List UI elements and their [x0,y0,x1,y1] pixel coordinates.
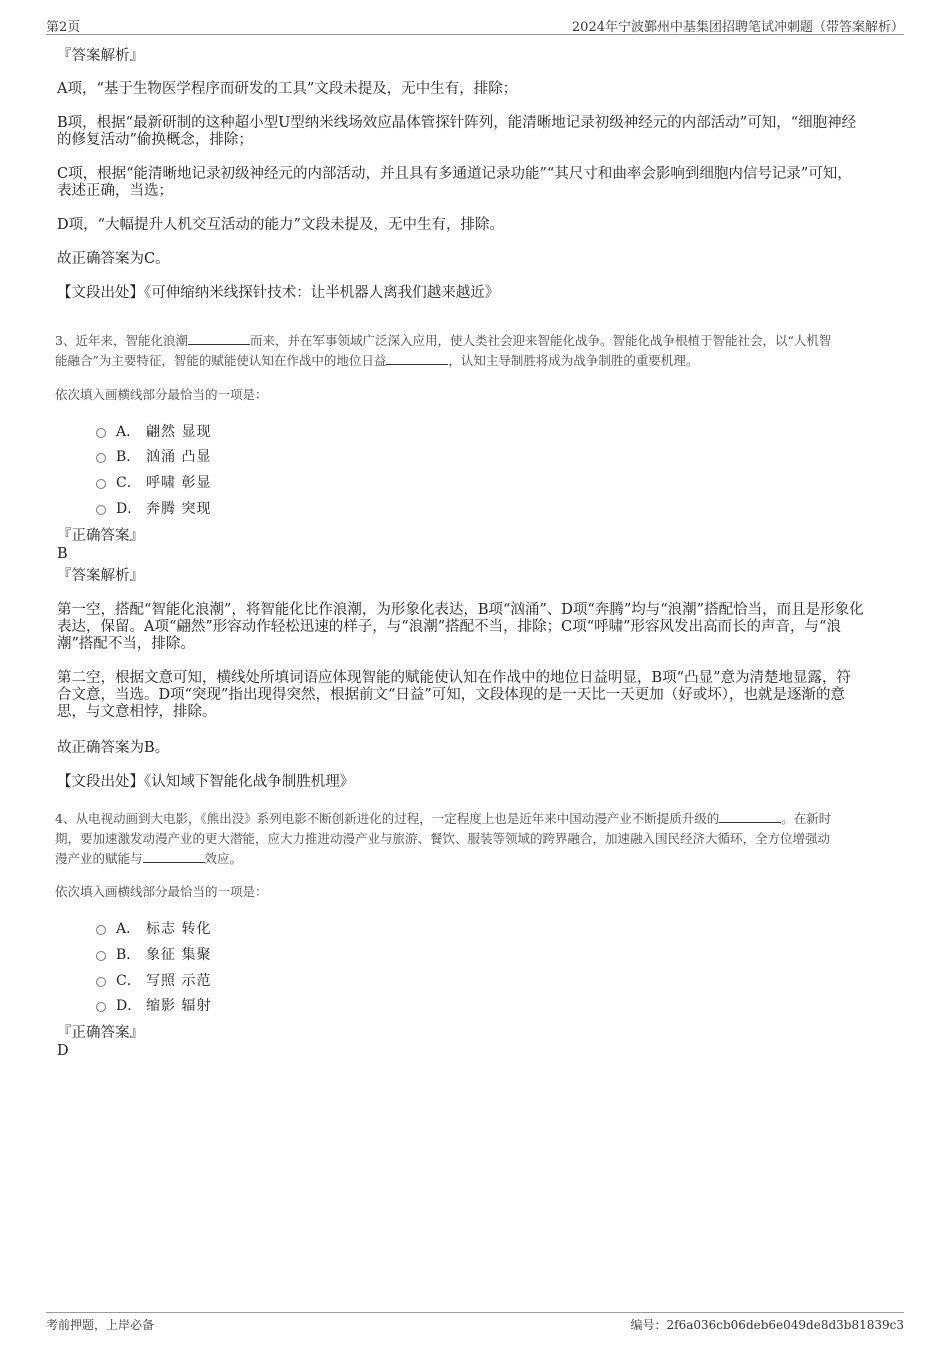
q3-prompt: 依次填入画横线部分最恰当的一项是： [55,387,268,402]
radio-icon[interactable] [96,453,106,463]
footer-slogan: 考前押题，上岸必备 [46,1318,155,1332]
q2-analysis-b-line1: B项，根据“最新研制的这种超小型U型纳米线场效应晶体管探针阵列，能清晰地记录初级神经元的内部活动”可知，“细胞神经 [57,115,857,131]
q2-source: 【文段出处】《可伸缩纳米线探针技术：让半机器人离我们越来越近》 [57,285,500,301]
radio-icon[interactable] [96,428,106,438]
q2-analysis-c-line1: C项，根据“能清晰地记录初级神经元的内部活动，并且具有多通道记录功能”“其尺寸和曲率会影响到细胞内信号记录”可知， [57,166,852,182]
q3-analysis-label: 『答案解析』 [57,568,144,584]
q4-stem-line1: 4、从电视动画到大电影，《熊出没》系列电影不断创新进化的过程，一定程度上也是近年来中国动漫产业不断提质升级的 。在新时 [55,811,832,826]
q3-analysis-p2-line1: 第二空，根据文意可知，横线处所填词语应体现智能的赋能使认知在作战中的地位日益明显，B项“凸显”意为清楚地显露，符 [57,670,851,686]
q3-conclusion: 故正确答案为B。 [57,740,170,756]
radio-icon[interactable] [96,925,106,935]
q3-blank-2 [386,353,448,365]
q3-stem-line2: 能融合”为主要特征，智能的赋能使认知在作战中的地位日益 ，认知主导制胜将成为战争制胜的重要机理。 [55,353,699,368]
q2-analysis-c-line2: 表述正确，当选； [57,183,173,199]
radio-icon[interactable] [96,951,106,961]
q3-option-b[interactable]: B． 汹涌 凸显 [96,446,211,466]
q4-option-b[interactable]: B． 象征 集聚 [96,944,211,964]
q4-answer: D [57,1043,69,1059]
q4-answer-label: 『正确答案』 [57,1025,144,1041]
q3-stem-line1: 3、近年来，智能化浪潮 而来，并在军事领域广泛深入应用，使人类社会迎来智能化战争。智能化战争根植于智能社会，以“人机智 [55,333,832,348]
q3-answer: B [57,546,68,562]
radio-icon[interactable] [96,479,106,489]
q3-option-d[interactable]: D． 奔腾 突现 [96,498,211,518]
q3-blank-1 [188,333,250,345]
q4-stem-line2: 期，要加速激发动漫产业的更大潜能，应大力推进动漫产业与旅游、餐饮、服装等领域的跨界融合，加速融入国民经济大循环，全方位增强动 [55,831,831,846]
page-header [46,15,904,35]
radio-icon[interactable] [96,977,106,987]
q3-analysis-p2-line3: 思，与文意相悖，排除。 [57,704,217,720]
q2-conclusion: 故正确答案为C。 [57,251,170,267]
q2-analysis-b-line2: 的修复活动”偷换概念，排除； [57,132,253,148]
q3-analysis-p2-line2: 合文意，当选。D项“突现”指出现得突然，根据前文“日益”可知，文段体现的是一天比一天更加（好或坏），也就是逐渐的意 [57,687,846,703]
q4-option-a[interactable]: A． 标志 转化 [96,918,211,938]
q2-analysis-d: D项，“大幅提升人机交互活动的能力”文段未提及，无中生有，排除。 [57,217,504,233]
q3-analysis-p1-line1: 第一空，搭配“智能化浪潮”，将智能化比作浪潮，为形象化表达，B项“汹涌”、D项“奔腾”均与“浪潮”搭配恰当，而且是形象化 [57,602,864,618]
q3-option-c[interactable]: C． 呼啸 彰显 [96,472,211,492]
q4-prompt: 依次填入画横线部分最恰当的一项是： [55,884,268,899]
radio-icon[interactable] [96,505,106,515]
document-title: 2024年宁波鄞州中基集团招聘笔试冲刺题（带答案解析） [571,20,904,35]
q4-stem-line3: 漫产业的赋能与 效应。 [55,851,243,866]
q4-option-c[interactable]: C． 写照 示范 [96,970,211,990]
document-code: 编号：2f6a036cb06deb6e049de8d3b81839c3 [630,1318,904,1332]
q3-option-a[interactable]: A． 翩然 显现 [96,421,211,441]
q4-blank-1 [719,811,781,823]
q4-blank-2 [143,851,205,863]
page-number: 第2页 [46,20,81,35]
q4-option-d[interactable]: D． 缩影 辐射 [96,995,211,1015]
q3-analysis-p1-line3: 潮”搭配不当，排除。 [57,636,195,652]
q3-analysis-p1-line2: 表达，保留。A项“翩然”形容动作轻松迅速的样子，与“浪潮”搭配不当，排除；C项“呼啸”形容风发出高而长的声音，与“浪 [57,619,841,635]
q3-source: 【文段出处】《认知域下智能化战争制胜机理》 [57,774,355,790]
q2-analysis-a: A项，“基于生物医学程序而研发的工具”文段未提及，无中生有，排除； [57,81,518,97]
page-footer [46,1312,904,1332]
q2-analysis-label: 『答案解析』 [57,48,144,64]
q3-answer-label: 『正确答案』 [57,528,144,544]
radio-icon[interactable] [96,1002,106,1012]
